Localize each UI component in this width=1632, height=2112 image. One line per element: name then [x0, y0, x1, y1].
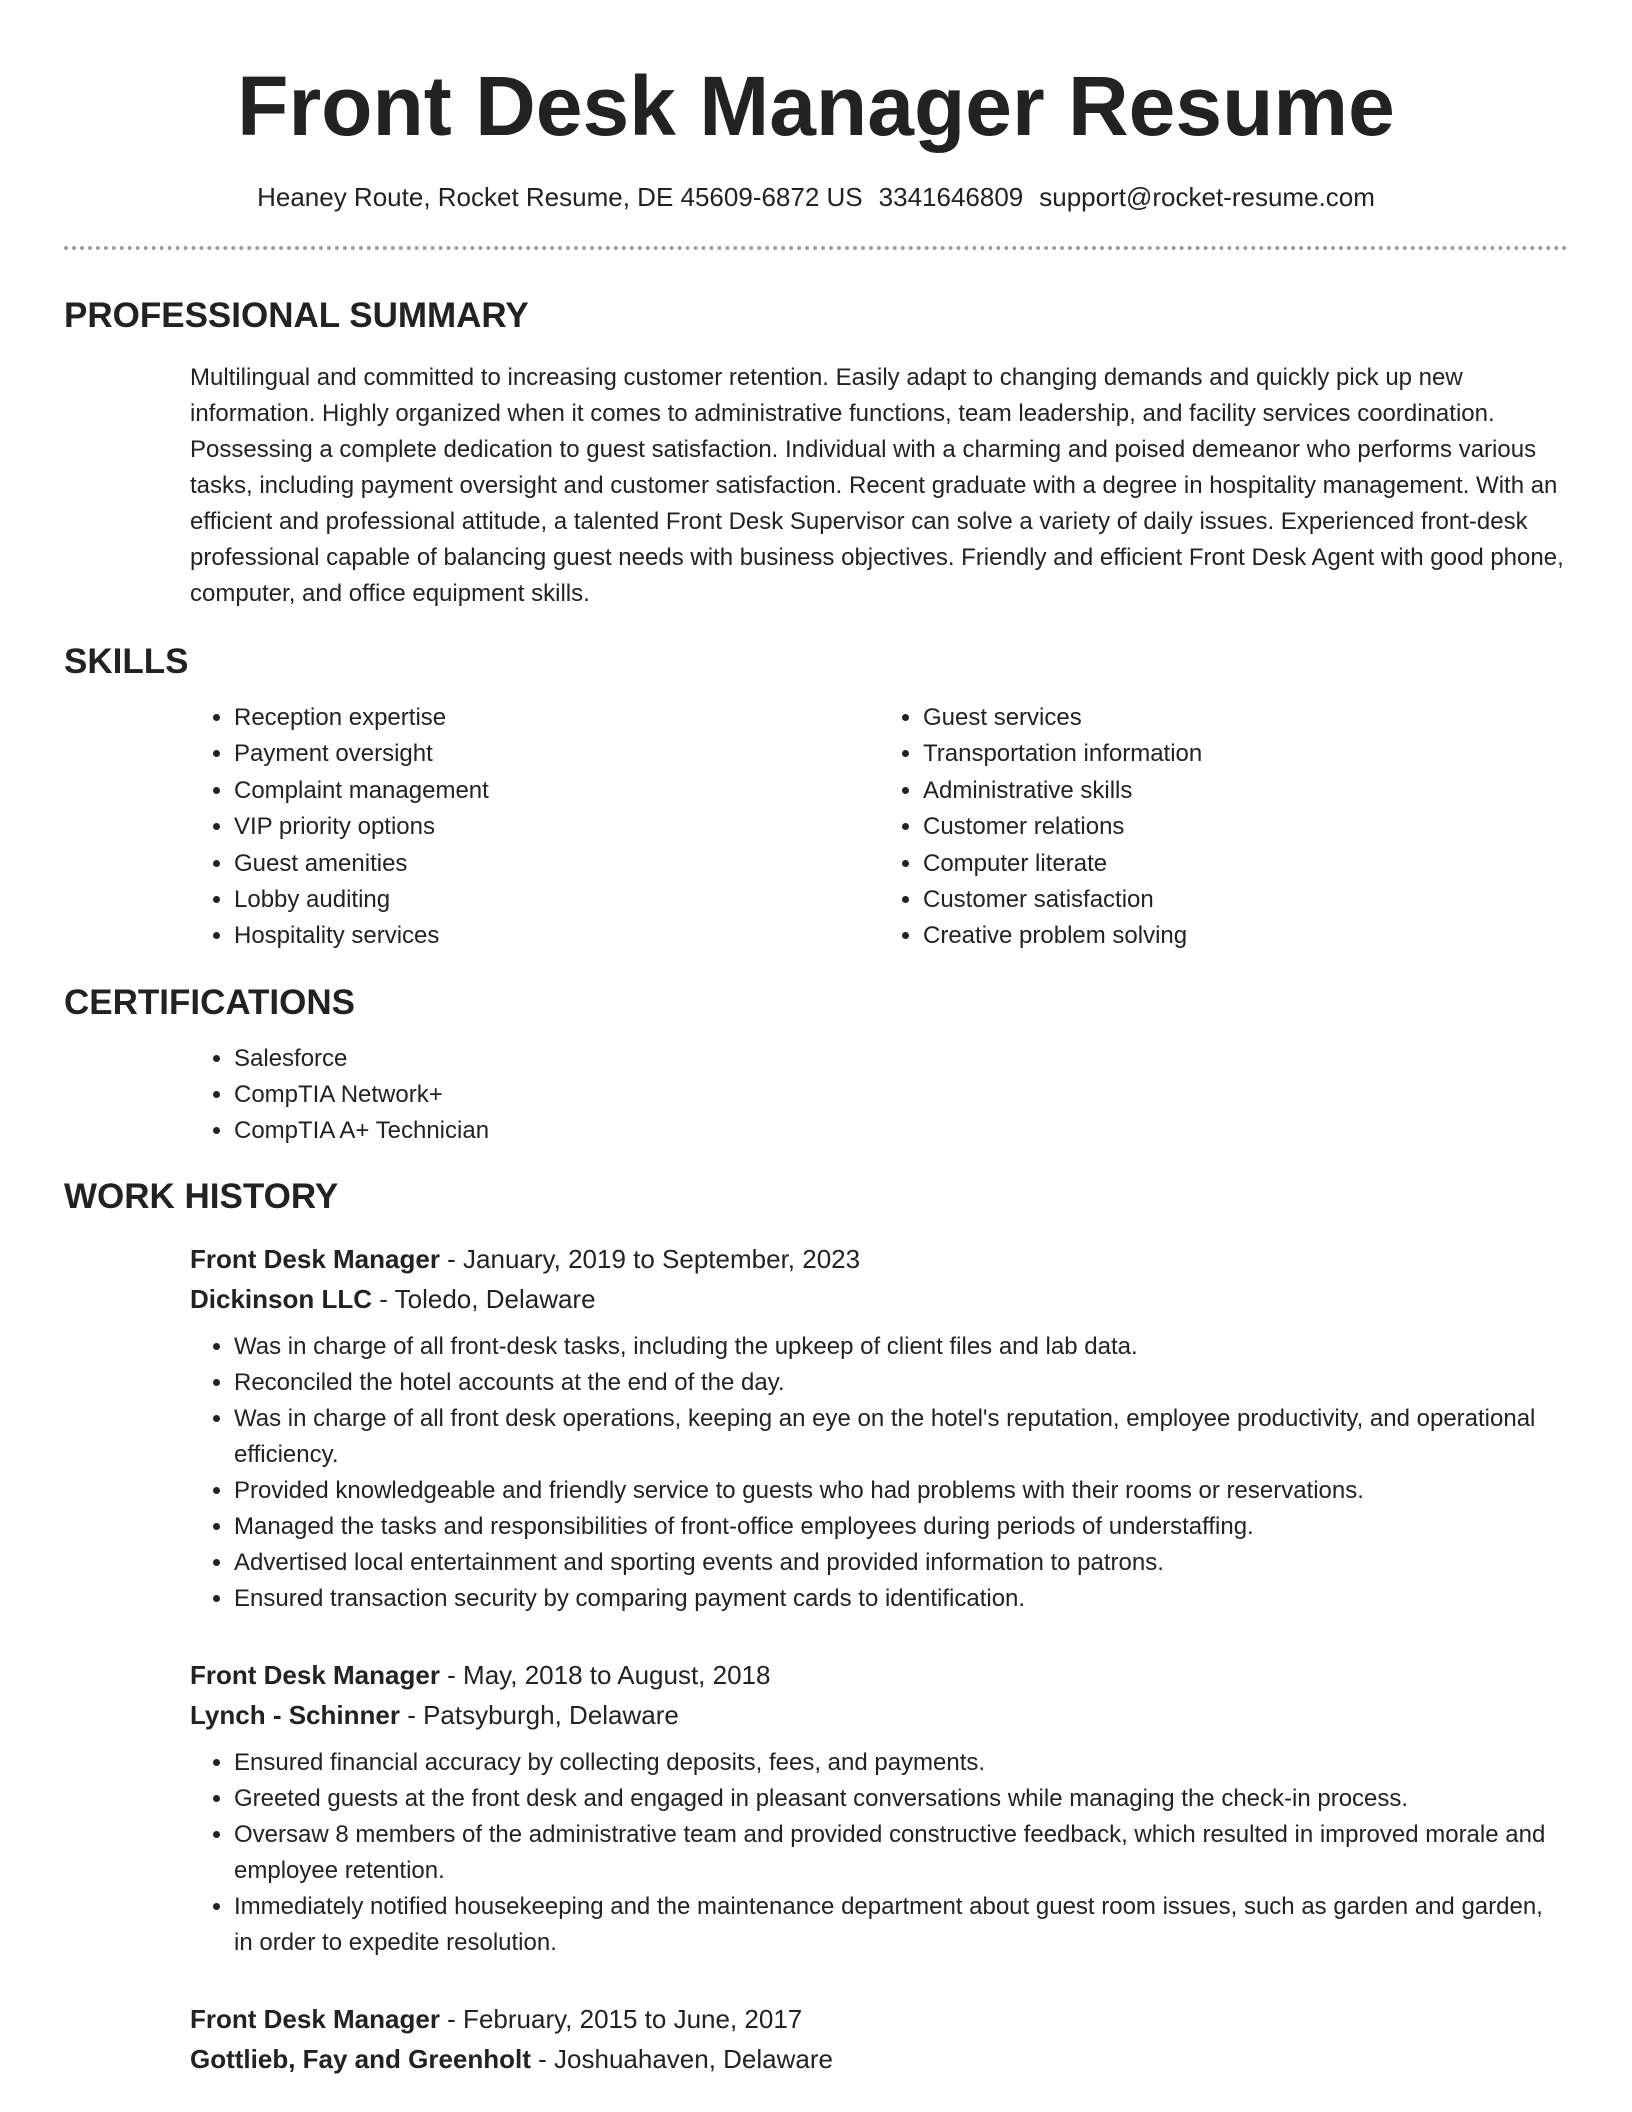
job-bullet: • Advertised local entertainment and sporting events and provided information to patrons. — [234, 1545, 1568, 1581]
skills-list-right — [879, 700, 1568, 955]
job-dates: - January, 2019 to September, 2023 — [439, 1243, 861, 1274]
skill-item: • Computer literate — [923, 846, 1568, 882]
job-entry — [190, 1999, 1568, 2079]
job-bullet: • Greeted guests at the front desk and engaged in pleasant conversations while managing the check-in process. — [234, 1781, 1568, 1817]
job-title-line — [190, 1239, 1568, 1279]
certification-item: • CompTIA Network+ — [234, 1077, 1568, 1113]
job-company: Lynch - Schinner — [190, 1699, 400, 1730]
job-bullet: • Reconciled the hotel accounts at the end of the day. — [234, 1365, 1568, 1401]
job-bullet: • Oversaw 8 members of the administrative team and provided constructive feedback, which resulted in improved morale and employee retention. — [234, 1817, 1568, 1889]
job-dates: - May, 2018 to August, 2018 — [439, 1659, 771, 1690]
job-bullet: • Ensured financial accuracy by collecting deposits, fees, and payments. — [234, 1745, 1568, 1781]
skill-item: • Administrative skills — [923, 773, 1568, 809]
resume-title: Front Desk Manager Resume — [237, 59, 1395, 153]
skill-item: • Reception expertise — [234, 700, 879, 736]
skill-item: • Lobby auditing — [234, 882, 879, 918]
job-bullets — [146, 1329, 1568, 1617]
certification-item: • Salesforce — [234, 1041, 1568, 1077]
skills-list-left — [190, 700, 879, 955]
job-company-line — [190, 2039, 1568, 2079]
job-title-line — [190, 1655, 1568, 1695]
resume-page — [64, 0, 1568, 2079]
skill-item: • Payment oversight — [234, 736, 879, 772]
skill-item: • Creative problem solving — [923, 918, 1568, 954]
job-bullet: • Was in charge of all front-desk tasks, including the upkeep of client files and lab data. — [234, 1329, 1568, 1365]
job-entry — [190, 1239, 1568, 1617]
summary-text: Multilingual and committed to increasing customer retention. Easily adapt to changing demands and quickly pick up new information. Highly organized when it comes to administrative functions, team leadership, and facility services coordination. Possessing a complete dedication to guest satisfaction. Individual with a charming and poised demeanor who performs various tasks, including payment oversight and customer satisfaction. Recent graduate with a degree in hospitality management. With an efficient and professional attitude, a talented Front Desk Supervisor can solve a variety of daily issues. Experienced front-desk professional capable of balancing guest needs with business objectives. Friendly and efficient Front Desk Agent with good phone, computer, and office equipment skills. — [190, 364, 1564, 607]
job-company: Gottlieb, Fay and Greenholt — [190, 2043, 531, 2074]
contact-address: Heaney Route, Rocket Resume, DE 45609-6872 US — [257, 182, 863, 212]
job-title-line — [190, 1999, 1568, 2039]
job-bullet: • Was in charge of all front desk operations, keeping an eye on the hotel's reputation, employee productivity, and operational efficiency. — [234, 1401, 1568, 1473]
job-title: Front Desk Manager — [190, 1659, 440, 1690]
skill-item: • Guest amenities — [234, 846, 879, 882]
job-dates: - February, 2015 to June, 2017 — [439, 2003, 803, 2034]
job-bullet: • Managed the tasks and responsibilities of front-office employees during periods of understaffing. — [234, 1509, 1568, 1545]
certifications-list — [190, 1041, 1568, 1149]
summary-heading: PROFESSIONAL SUMMARY — [64, 296, 529, 335]
job-company: Dickinson LLC — [190, 1283, 373, 1314]
skills-grid — [190, 700, 1568, 955]
job-location: - Toledo, Delaware — [372, 1283, 596, 1314]
header-divider — [64, 246, 1568, 250]
skill-item: • Complaint management — [234, 773, 879, 809]
job-company-line — [190, 1695, 1568, 1735]
work-history-jobs — [64, 1239, 1568, 2079]
skill-item: • Hospitality services — [234, 918, 879, 954]
skill-item: • Customer satisfaction — [923, 882, 1568, 918]
certification-item: • CompTIA A+ Technician — [234, 1113, 1568, 1149]
skill-item: • VIP priority options — [234, 809, 879, 845]
certifications-heading: CERTIFICATIONS — [64, 982, 356, 1022]
skill-item: • Transportation information — [923, 736, 1568, 772]
job-entry — [190, 1655, 1568, 1961]
job-title: Front Desk Manager — [190, 2003, 440, 2034]
contact-info — [64, 180, 1568, 214]
job-location: - Joshuahaven, Delaware — [530, 2043, 833, 2074]
skill-item: • Guest services — [923, 700, 1568, 736]
job-bullet: • Immediately notified housekeeping and the maintenance department about guest room issues, such as garden and garden, in order to expedite resolution. — [234, 1889, 1568, 1961]
job-bullet: • Provided knowledgeable and friendly service to guests who had problems with their rooms or reservations. — [234, 1473, 1568, 1509]
job-bullet: • Ensured transaction security by comparing payment cards to identification. — [234, 1581, 1568, 1617]
skill-item: • Customer relations — [923, 809, 1568, 845]
job-location: - Patsyburgh, Delaware — [399, 1699, 679, 1730]
job-company-line — [190, 1279, 1568, 1319]
work-history-heading: WORK HISTORY — [64, 1176, 339, 1216]
skills-heading: SKILLS — [64, 642, 189, 681]
contact-email: support@rocket-resume.com — [1039, 182, 1375, 212]
job-title: Front Desk Manager — [190, 1243, 440, 1274]
job-bullets — [146, 1745, 1568, 1961]
contact-phone: 3341646809 — [878, 182, 1024, 212]
